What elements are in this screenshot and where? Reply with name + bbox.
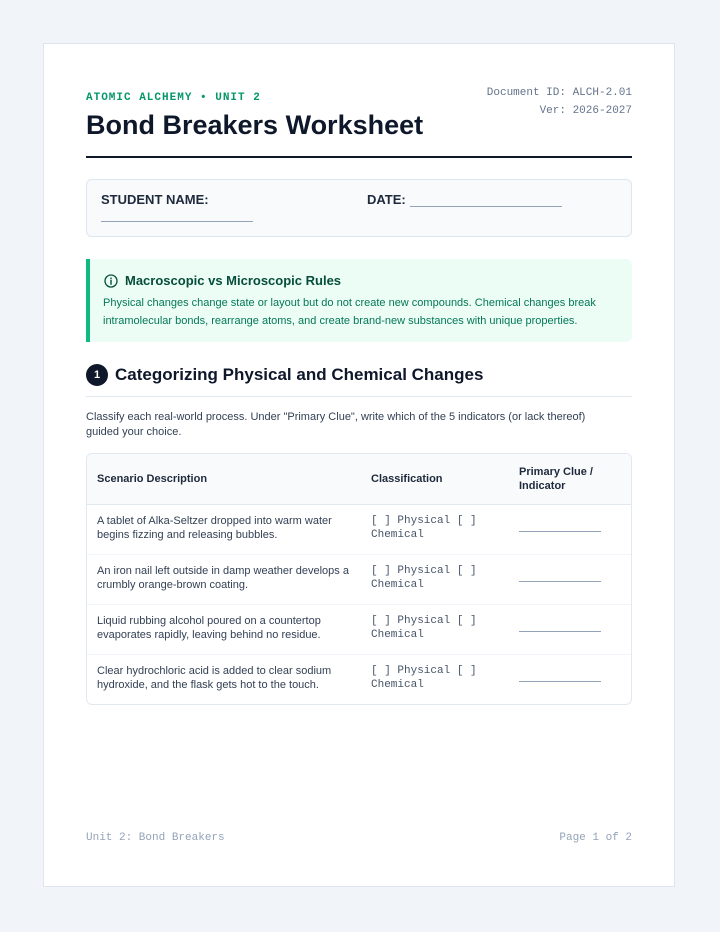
title-divider (86, 156, 632, 158)
document-meta (487, 84, 632, 120)
primary-clue-field[interactable] (519, 681, 601, 682)
classification-checkboxes[interactable]: [ ] Physical [ ] Chemical (371, 515, 477, 541)
page-content (86, 44, 632, 886)
classification-table (86, 453, 632, 705)
table-row (87, 604, 631, 655)
classification-checkboxes[interactable]: [ ] Physical [ ] Chemical (371, 615, 477, 641)
unit-eyebrow: ATOMIC ALCHEMY • UNIT 2 (86, 92, 261, 104)
date-field-group (367, 192, 562, 207)
callout-body: Physical changes change state or layout but do not create new compounds. Chemical changes break intramolecular bonds, rearrange atoms, and create brand-new substances with unique properties. (103, 297, 596, 327)
section-title: Categorizing Physical and Chemical Changes (115, 365, 484, 384)
table-row (87, 654, 631, 704)
info-icon (104, 274, 118, 288)
classification-checkboxes[interactable]: [ ] Physical [ ] Chemical (371, 665, 477, 691)
primary-clue-field[interactable] (519, 631, 601, 632)
scenario-cell: Liquid rubbing alcohol poured on a countertop evaporates rapidly, leaving behind no residue. (97, 615, 321, 641)
document-id: Document ID: ALCH-2.01 (486, 87, 632, 99)
table-row (87, 504, 631, 555)
primary-clue-field[interactable] (519, 581, 601, 582)
footer-unit-label: Unit 2: Bond Breakers (86, 832, 225, 844)
student-name-label: STUDENT NAME: (101, 192, 209, 207)
section-number-badge: 1 (86, 364, 108, 386)
section-instructions: Classify each real-world process. Under "Primary Clue", write which of the 5 indicators (or lack thereof) guided your choice. (86, 411, 586, 438)
column-header-primary-clue: Primary Clue / Indicator (519, 466, 593, 492)
column-header-classification: Classification (371, 473, 443, 485)
primary-clue-field[interactable] (519, 531, 601, 532)
classification-checkboxes[interactable]: [ ] Physical [ ] Chemical (371, 565, 477, 591)
scenario-cell: Clear hydrochloric acid is added to clear sodium hydroxide, and the flask gets hot to the touch. (97, 665, 332, 691)
footer-page-number: Page 1 of 2 (559, 832, 632, 844)
document-version: Ver: 2026-2027 (539, 105, 632, 117)
table-header (87, 454, 631, 505)
date-label: DATE: (367, 192, 406, 207)
student-info-box (86, 179, 632, 237)
page-title: Bond Breakers Worksheet (86, 110, 424, 140)
table-row (87, 554, 631, 605)
worksheet-page (43, 43, 675, 887)
callout-header (104, 273, 341, 288)
scenario-cell: An iron nail left outside in damp weather develops a crumbly orange-brown coating. (97, 565, 349, 591)
section-header (86, 364, 483, 386)
column-header-scenario: Scenario Description (97, 473, 208, 485)
date-field[interactable] (410, 194, 562, 207)
section-divider (86, 396, 632, 397)
rules-callout (86, 259, 632, 342)
callout-title: Macroscopic vs Microscopic Rules (125, 273, 342, 288)
student-name-field[interactable] (101, 221, 253, 222)
scenario-cell: A tablet of Alka-Seltzer dropped into warm water begins fizzing and releasing bubbles. (97, 515, 332, 541)
